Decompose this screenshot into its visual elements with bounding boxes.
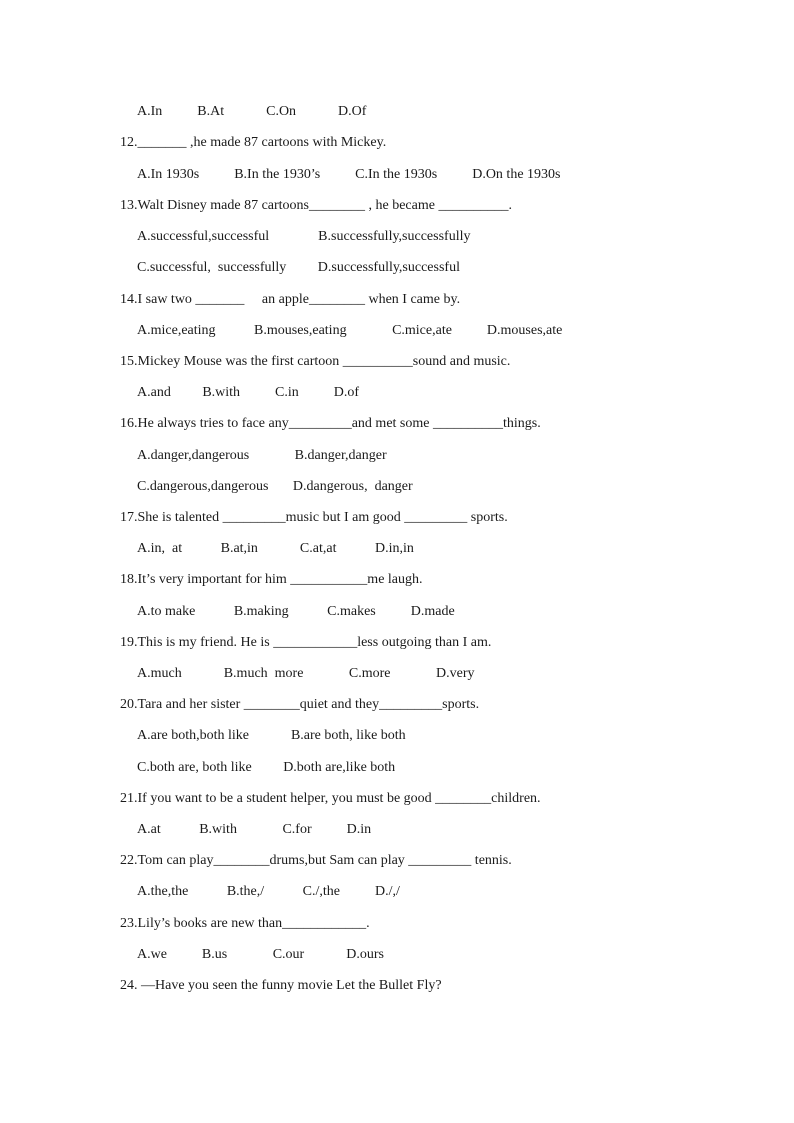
options-q11: A.In B.At C.On D.Of: [137, 104, 367, 119]
options-q16-cd: C.dangerous,dangerous D.dangerous, danger: [137, 479, 413, 494]
options-q17: A.in, at B.at,in C.at,at D.in,in: [137, 541, 414, 556]
question-16: 16.He always tries to face any_________and met some __________things.: [120, 416, 541, 431]
options-q13-cd: C.successful, successfully D.successfully,successful: [137, 260, 460, 275]
question-24: 24. —Have you seen the funny movie Let the Bullet Fly?: [120, 978, 442, 993]
options-q19: A.much B.much more C.more D.very: [137, 666, 475, 681]
question-23: 23.Lily’s books are new than____________.: [120, 916, 370, 931]
options-q23: A.we B.us C.our D.ours: [137, 947, 384, 962]
options-q16-ab: A.danger,dangerous B.danger,danger: [137, 448, 387, 463]
question-13: 13.Walt Disney made 87 cartoons________ , he became __________.: [120, 198, 512, 213]
question-19: 19.This is my friend. He is ____________less outgoing than I am.: [120, 635, 492, 650]
options-q15: A.and B.with C.in D.of: [137, 385, 360, 400]
options-q20-ab: A.are both,both like B.are both, like both: [137, 728, 406, 743]
question-17: 17.She is talented _________music but I am good _________ sports.: [120, 510, 508, 525]
question-18: 18.It’s very important for him ___________me laugh.: [120, 572, 423, 587]
question-14: 14.I saw two _______ an apple________ when I came by.: [120, 292, 461, 307]
options-q21: A.at B.with C.for D.in: [137, 822, 372, 837]
options-q18: A.to make B.making C.makes D.made: [137, 604, 455, 619]
options-q12: A.In 1930s B.In the 1930’s C.In the 1930s D.On the 1930s: [137, 167, 561, 182]
question-20: 20.Tara and her sister ________quiet and they_________sports.: [120, 697, 480, 712]
options-q13-ab: A.successful,successful B.successfully,successfully: [137, 229, 471, 244]
options-q14: A.mice,eating B.mouses,eating C.mice,ate D.mouses,ate: [137, 323, 563, 338]
question-21: 21.If you want to be a student helper, you must be good ________children.: [120, 791, 541, 806]
options-q22: A.the,the B.the,/ C./,the D./,/: [137, 884, 400, 899]
question-15: 15.Mickey Mouse was the first cartoon __________sound and music.: [120, 354, 511, 369]
options-q20-cd: C.both are, both like D.both are,like both: [137, 760, 396, 775]
question-12: 12._______ ,he made 87 cartoons with Mickey.: [120, 135, 387, 150]
question-22: 22.Tom can play________drums,but Sam can play _________ tennis.: [120, 853, 512, 868]
